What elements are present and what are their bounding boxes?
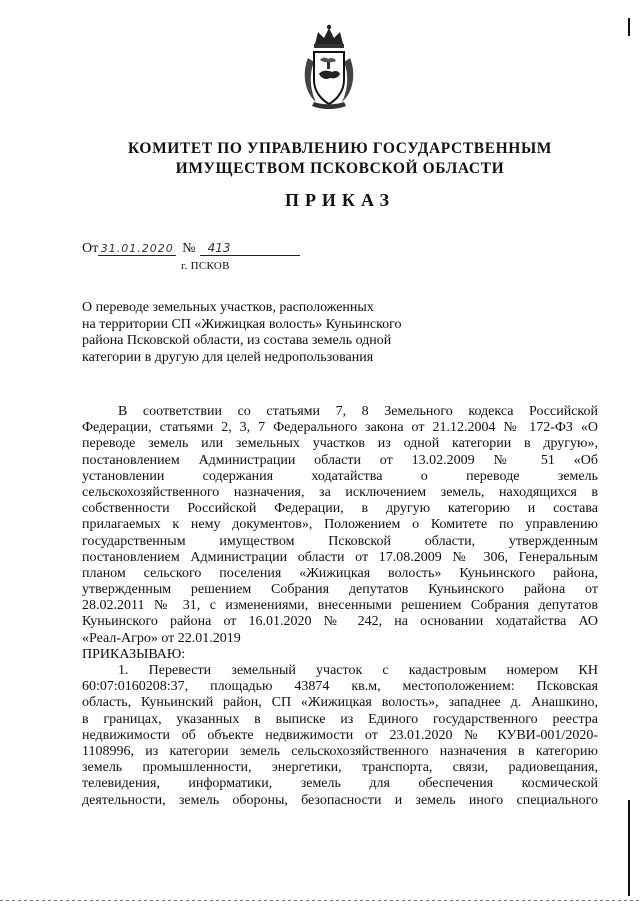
body-line: планом сельского поселения «Жижицкая волость» Куньинского района,: [82, 565, 598, 581]
order-subject: [82, 300, 442, 366]
subject-line: О переводе земельных участков, расположенных: [82, 300, 374, 315]
body-line: деятельности, земель обороны, безопасности и земель иного специального: [82, 792, 598, 808]
body-line: Куньинского района от 16.01.2020 № 242, на основании ходатайства АО: [82, 614, 598, 630]
scan-edge-mark: [628, 800, 630, 896]
order-directive: ПРИКАЗЫВАЮ:: [82, 646, 186, 662]
number-label: №: [182, 241, 196, 256]
scan-edge-mark: [628, 18, 630, 36]
body-line: постановлением Администрации области от 13.02.2009 № 51 «Об: [82, 452, 598, 468]
body-line: постановлением Администрации области от 17.08.2009 № 306, Генеральным: [82, 549, 598, 565]
organization-name-line1: КОМИТЕТ ПО УПРАВЛЕНИЮ ГОСУДАРСТВЕННЫМ: [127, 140, 553, 157]
document-type-title: ПРИКАЗ: [284, 190, 396, 210]
body-line: 1. Перевести земельный участок с кадастровым номером КН: [118, 663, 598, 678]
body-line: земель промышленности, энергетики, транспорта, связи, радиовещания,: [82, 760, 598, 776]
body-line: государственным имуществом Псковской области, утвержденным: [82, 533, 598, 549]
scan-bottom-edge: [0, 900, 640, 901]
handwritten-number: 413: [200, 241, 300, 256]
body-line: недвижимости об объекте недвижимости от 23.01.2020 № КУВИ-001/2020-: [82, 727, 598, 743]
subject-line: на территории СП «Жижицкая волость» Куньинского: [82, 316, 402, 332]
body-line: Федерации, статьями 2, 3, 7 Федерального закона от 21.12.2004 № 172-ФЗ «О: [82, 420, 598, 436]
date-from-label: От: [82, 241, 99, 256]
body-line: установлении содержания ходатайства о переводе земель: [82, 468, 598, 484]
subject-line: района Псковской области, из состава земель одной: [82, 333, 392, 348]
subject-line: категории в другую для целей недропользования: [82, 349, 374, 365]
body-line: прилагаемых к нему документов», Положением о Комитете по управлению: [82, 517, 598, 533]
body-line: телевидения, информатики, земель для обеспечения космической: [82, 776, 598, 792]
body-line: 60:07:0160208:37, площадью 43874 кв.м, местоположением: Псковская: [82, 679, 598, 695]
handwritten-date: 31.01.2020: [98, 242, 176, 256]
body-line: В соответствии со статьями 7, 8 Земельного кодекса Российской: [118, 404, 598, 419]
body-line: переводе земель или земельных участков из одной категории в другую»,: [82, 436, 598, 452]
city-label: г. ПСКОВ: [181, 260, 230, 272]
body-line: сельскохозяйственного назначения, за исключением земель, находящихся в: [82, 484, 598, 500]
date-number-line: [82, 241, 300, 257]
body-line: утвержденным решением Собрания депутатов Куньинского района от: [82, 582, 598, 598]
organization-name-line2: ИМУЩЕСТВОМ ПСКОВСКОЙ ОБЛАСТИ: [175, 160, 505, 177]
pskov-coat-of-arms-icon: [298, 22, 360, 110]
body-line: «Реал-Агро» от 22.01.2019: [82, 630, 241, 646]
body-line: 1108996, из категории земель сельскохозяйственного назначения в категорию: [82, 743, 598, 759]
body-line: 28.02.2011 № 31, с изменениями, внесенными решением Собрания депутатов: [82, 598, 598, 614]
order-body: [82, 404, 598, 809]
body-line: область, Куньинский район, СП «Жижицкая волость», западнее д. Анашкино,: [82, 695, 598, 711]
body-line: собственности Российской Федерации, в другую категорию и состава: [82, 501, 598, 517]
body-line: в границах, указанных в выписке из Единого государственного реестра: [82, 711, 598, 727]
